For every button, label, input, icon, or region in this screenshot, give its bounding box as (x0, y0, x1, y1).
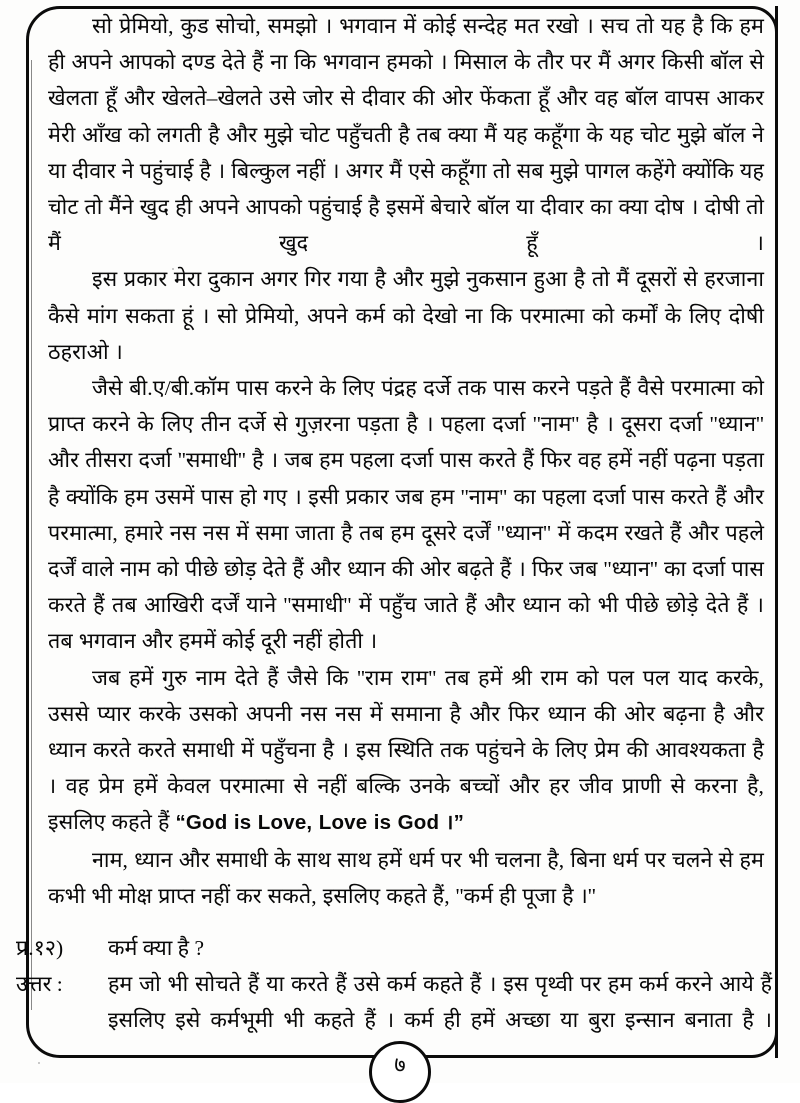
paragraph-3: जैसे बी.ए/बी.कॉम पास करने के लिए पंद्रह दर्जे तक पास करने पड़ते हैं वैसे परमात्मा को प्राप्त करने के लिए तीन दर्जे से गुज़रना पड़ता है । पहला दर्जा ''नाम'' है । दूसरा दर्जा ''ध्यान'' और तीसरा दर्जा ''समाधी'' है । जब हम पहला दर्जा पास करते हैं फिर वह हमें नहीं पढ़ना पड़ता है क्योंकि हम उसमें पास हो गए । इसी प्रकार जब हम ''नाम'' का पहला दर्जा पास करते हैं और परमात्मा, हमारे नस नस में समा जाता है तब हम दूसरे दर्जें ''ध्यान'' में कदम रखते हैं और पहले दर्जें वाले नाम को पीछे छोड़ देते हैं और ध्यान की ओर बढ़ते हैं । फिर जब ''ध्यान'' का दर्जा पास करते हैं तब आखिरी दर्जें याने ''समाधी'' में पहुँच जाते हैं और ध्यान को भी पीछे छोड़े देते हैं । तब भगवान और हममें कोई दूरी नहीं होती । (48, 376, 764, 654)
answer-text: हम जो भी सोचते हैं या करते हैं उसे कर्म कहते हैं । इस पृथ्वी पर हम कर्म करने आये हैं इसलिए इसे कर्मभूमी भी कहते हैं । कर्म ही हमें अच्छा या बुरा इन्सान बनाता है । (108, 972, 772, 1033)
page-number-bubble (369, 1041, 431, 1103)
paragraph-5: नाम, ध्यान और समाधी के साथ साथ हमें धर्म पर भी चलना है, बिना धर्म पर चलने से हम कभी भी मोक्ष प्राप्त नहीं कर सकते, इसलिए कहते हैं, ''कर्म ही पूजा है ।'' (48, 847, 764, 908)
question-row (16, 930, 772, 966)
paragraph-1: सो प्रेमियो, कुड सोचो, समझो । भगवान में कोई सन्देह मत रखो । सच तो यह है कि हम ही अपने आपको दण्ड देते हैं ना कि भगवान हमको । मिसाल के तौर पर मैं अगर किसी बॉल से खेलता हूँ और खेलते–खेलते उसे जोर से दीवार की ओर फेंकता हूँ और वह बॉल वापस आकर मेरी आँख को लगती है और मुझे चोट पहुँचती है तब क्या मैं यह कहूँगा के यह चोट मुझे बॉल ने या दीवार ने पहुंचाई है । बिल्कुल नहीं । अगर मैं एसे कहूँगा तो सब मुझे पागल कहेंगे क्योंकि यह चोट तो मैंने खुद ही अपने आपको पहुंचाई है इसमें बेचारे बॉल या दीवार का क्या दोष । दोषी तो मैं खुद हूँ । (48, 14, 764, 256)
page-border-left-inner-line (31, 60, 32, 1010)
paragraph-4-hindi-text: जब हमें गुरु नाम देते हैं जैसे कि ''राम राम'' तब हमें श्री राम को पल पल याद करके, उससे प्यार करके उसको अपनी नस नस में समाना है और फिर ध्यान की ओर बढ़ना है और ध्यान करते करते समाधी में पहुँचना है । इस स्थिति तक पहुंचने के लिए प्रेम की आवश्यकता है । वह प्रेम हमें केवल परमात्मा से नहीं बल्कि उनके बच्चों और हर जीव प्राणी से करना है, इसलिए कहते हैं (48, 665, 764, 835)
page-number-area (0, 1027, 800, 1081)
english-quote-god-is-love: “God is Love, Love is God ।” (175, 811, 465, 835)
answer-label: उत्तर : (16, 972, 63, 997)
question-answer-block (16, 930, 772, 1039)
page-body-text (48, 8, 764, 914)
paragraph-4 (48, 660, 764, 842)
page-number-value: ७ (394, 1052, 406, 1077)
question-text: कर्म क्या है ? (108, 936, 204, 960)
paragraph-2: इस प्रकार मेरा दुकान अगर गिर गया है और मुझे नुकसान हुआ है तो मैं दूसरों से हरजाना कैसे मांग सकता हूं । सो प्रेमियो, अपने कर्म को देखो ना कि परमात्मा को कर्मों के लिए दोषी ठहराओ । (48, 267, 764, 364)
question-label: प्र.१२) (16, 936, 64, 960)
